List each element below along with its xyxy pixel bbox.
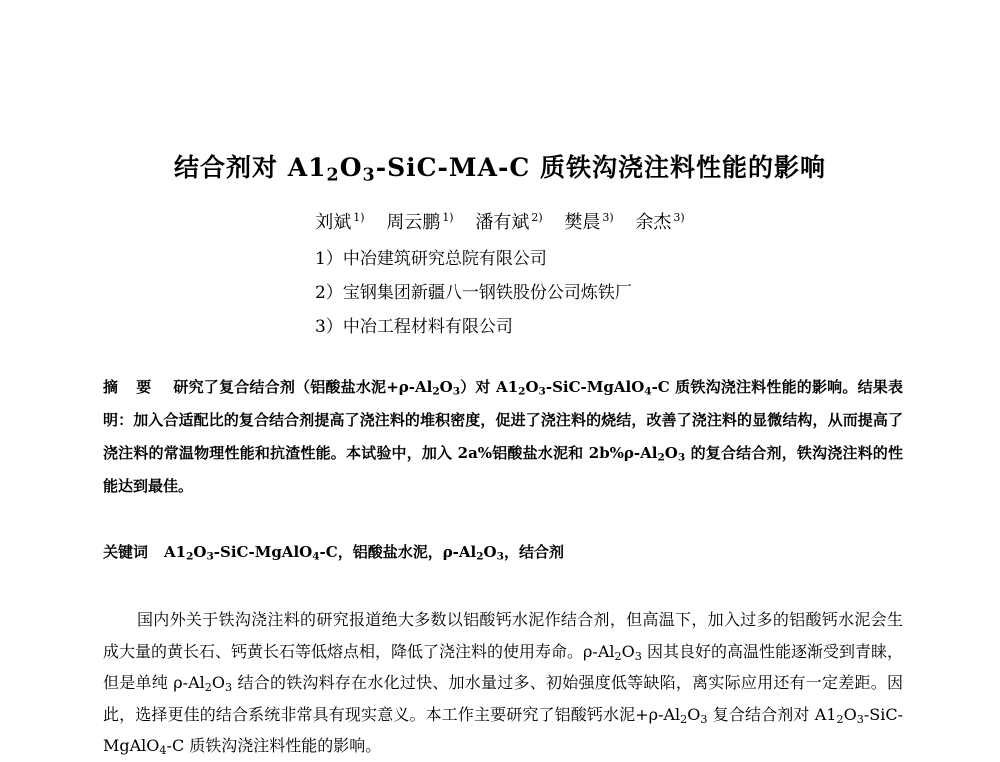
body-text: -SiC-MgAlO bbox=[103, 704, 903, 755]
keyword-text: -C，铝酸盐水泥，ρ-Al bbox=[319, 543, 477, 561]
author bbox=[635, 212, 684, 233]
author bbox=[386, 212, 453, 233]
keyword-text: ，结合剂 bbox=[503, 543, 564, 561]
subscript: 3 bbox=[538, 385, 546, 398]
subscript: 2 bbox=[680, 712, 688, 726]
title-text: 结合剂对 A1 bbox=[174, 153, 327, 182]
affiliation: 2）宝钢集团新疆八一钢铁股份公司炼铁厂 bbox=[315, 283, 632, 303]
body-text: O bbox=[621, 641, 635, 661]
author-name: 樊晨 bbox=[564, 212, 601, 233]
author-name: 刘斌 bbox=[315, 212, 352, 233]
title-subscript: 2 bbox=[326, 165, 340, 186]
title-subscript: 3 bbox=[362, 165, 376, 186]
body-text: O bbox=[687, 704, 701, 724]
affiliation-mark: 2) bbox=[531, 211, 543, 224]
subscript: 3 bbox=[700, 712, 708, 726]
subscript: 3 bbox=[856, 712, 864, 726]
subscript: 2 bbox=[836, 712, 844, 726]
author bbox=[475, 212, 542, 233]
subscript: 2 bbox=[476, 550, 484, 563]
abstract-text: O bbox=[525, 378, 539, 396]
abstract-text: O bbox=[664, 444, 678, 462]
body-text: 复合结合剂对 A1 bbox=[707, 704, 837, 724]
title-text: -SiC-MA-C 质铁沟浇注料性能的影响 bbox=[375, 153, 826, 182]
abstract-label: 摘要 bbox=[103, 378, 170, 396]
affiliation-mark: 3) bbox=[602, 211, 614, 224]
subscript: 2 bbox=[614, 649, 622, 663]
subscript: 3 bbox=[677, 451, 686, 464]
abstract-text: -C 质铁沟浇注料性能的影响。结果表明：加入合适配比的复合结合剂提高了浇注料的堆积密度，促进了浇注料的烧结，改善了浇注料的显微结构，从而提高了浇注料的常温物理性能和抗渣性能。本试验中，加入 2a%铝酸盐水泥和 2b%ρ-Al bbox=[103, 378, 903, 462]
affiliation-mark: 1) bbox=[442, 211, 454, 224]
subscript: 4 bbox=[644, 385, 652, 398]
abstract-text: 研究了复合结合剂（铝酸盐水泥+ρ-Al bbox=[173, 378, 433, 396]
body-text: O bbox=[843, 704, 857, 724]
author-list bbox=[0, 208, 1000, 234]
author bbox=[564, 212, 613, 233]
affiliation-mark: 1) bbox=[353, 211, 365, 224]
body-text: O bbox=[211, 673, 226, 692]
paper-title bbox=[0, 148, 1000, 184]
abstract bbox=[103, 371, 903, 503]
subscript: 3 bbox=[634, 649, 642, 663]
title-text: O bbox=[339, 153, 363, 182]
subscript: 2 bbox=[432, 385, 440, 398]
keywords-label: 关键词 bbox=[103, 543, 149, 561]
subscript: 2 bbox=[204, 680, 212, 694]
subscript: 4 bbox=[312, 550, 320, 563]
keyword-text: -SiC-MgAlO bbox=[213, 543, 313, 561]
affiliation: 1）中冶建筑研究总院有限公司 bbox=[315, 249, 547, 269]
keywords bbox=[103, 541, 903, 562]
affiliation: 3）中冶工程材料有限公司 bbox=[315, 317, 513, 337]
subscript: 3 bbox=[452, 385, 461, 398]
subscript: 3 bbox=[206, 550, 214, 563]
subscript: 4 bbox=[159, 743, 167, 757]
subscript: 3 bbox=[225, 680, 233, 694]
author-name: 潘有斌 bbox=[475, 212, 530, 233]
keyword-text: A1 bbox=[164, 543, 187, 561]
keyword-text: O bbox=[193, 543, 207, 561]
body-text: -C 质铁沟浇注料性能的影响。 bbox=[166, 736, 382, 755]
abstract-text: 的复合结合剂，铁沟浇注料的性能达到最佳。 bbox=[103, 444, 903, 495]
abstract-text: -SiC-MgAlO bbox=[545, 378, 645, 396]
author bbox=[315, 212, 364, 233]
keyword-text: O bbox=[483, 543, 497, 561]
intro-paragraph bbox=[103, 604, 903, 762]
subscript: 2 bbox=[518, 385, 526, 398]
affiliation-mark: 3) bbox=[673, 211, 685, 224]
author-name: 余杰 bbox=[635, 212, 672, 233]
body-text: 因其良好的高温性能逐渐受到青睐，但是单纯 ρ-Al bbox=[103, 641, 903, 692]
subscript: 2 bbox=[186, 550, 194, 563]
body-text: 国内外关于铁沟浇注料的研究报道绝大多数以铝酸钙水泥作结合剂，但高温下，加入过多的铝酸钙水泥会生成大量的黄长石、钙黄长石等低熔点相，降低了浇注料的使用寿命。ρ-Al bbox=[103, 610, 903, 661]
subscript: 2 bbox=[657, 451, 665, 464]
body-text: 结合的铁沟料存在水化过快、加水量过多、初始强度低等缺陷，离实际应用还有一定差距。因此，选择更佳的结合系统非常具有现实意义。本工作主要研究了铝酸钙水泥+ρ-Al bbox=[103, 673, 903, 724]
abstract-text: O bbox=[439, 378, 453, 396]
subscript: 3 bbox=[496, 550, 504, 563]
abstract-text: ）对 A1 bbox=[460, 378, 519, 396]
author-name: 周云鹏 bbox=[386, 212, 441, 233]
